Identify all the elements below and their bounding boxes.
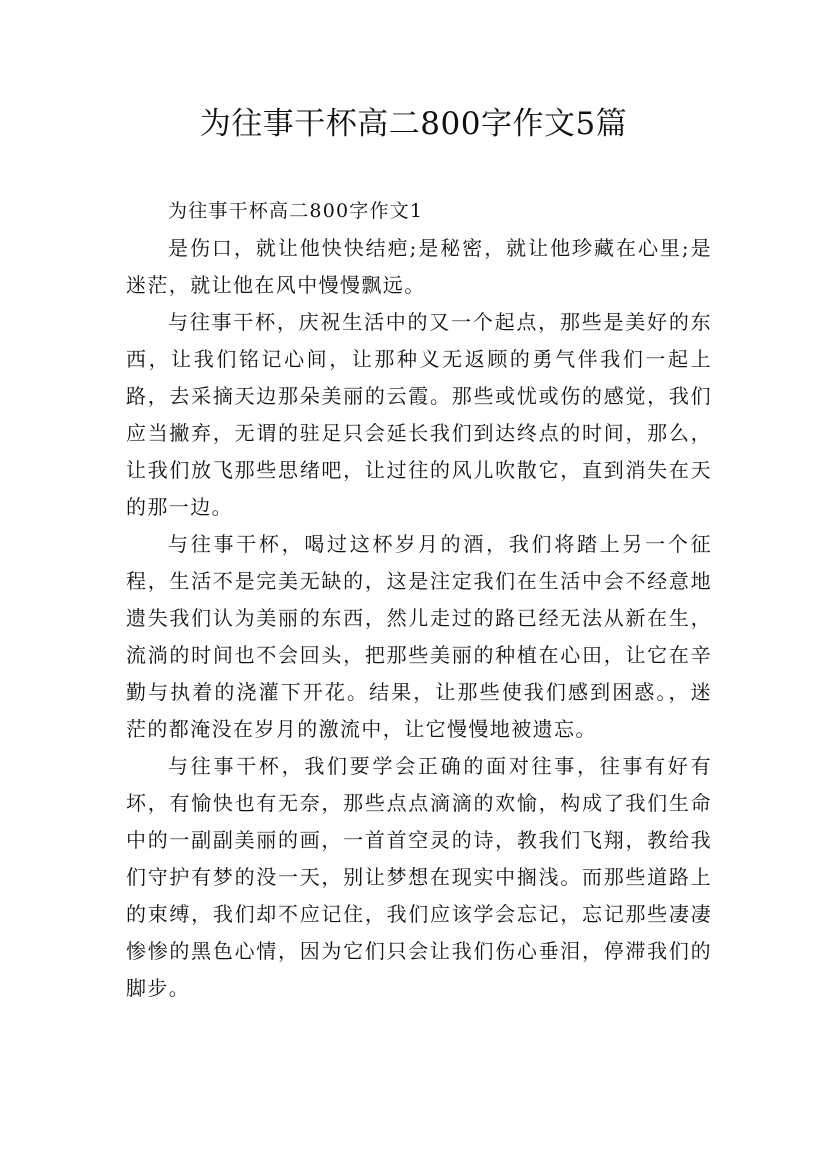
document-body bbox=[126, 193, 712, 1007]
paragraph-1: 是伤口，就让他快快结疤;是秘密，就让他珍藏在心里;是迷茫，就让他在风中慢慢飘远。 bbox=[126, 236, 712, 297]
paragraph-3: 与往事干杯，喝过这杯岁月的酒，我们将踏上另一个征程，生活不是完美无缺的，这是注定我们在生活中会不经意地遗失我们认为美丽的东西，然儿走过的路已经无法从新在生，流淌的时间也不会回头，把那些美丽的种植在心田，让它在辛勤与执着的浇灌下开花。结果，让那些使我们感到困惑。，迷茫的都淹没在岁月的激流中，让它慢慢地被遗忘。 bbox=[126, 532, 712, 741]
section-heading: 为往事干杯高二800字作文1 bbox=[168, 200, 424, 222]
paragraph-4: 与往事干杯，我们要学会正确的面对往事，往事有好有坏，有愉快也有无奈，那些点点滴滴的欢愉，构成了我们生命中的一副副美丽的画，一首首空灵的诗，教我们飞翔，教给我们守护有梦的没一天，别让梦想在现实中搁浅。而那些道路上的束缚，我们却不应记住，我们应该学会忘记，忘记那些凄凄惨惨的黑色心情，因为它们只会让我们伤心垂泪，停滞我们的脚步。 bbox=[126, 754, 712, 1000]
document-title: 为往事干杯高二800字作文5篇 bbox=[199, 106, 628, 142]
paragraph-2: 与往事干杯，庆祝生活中的又一个起点，那些是美好的东西，让我们铭记心间，让那种义无返顾的勇气伴我们一起上路，去采摘天边那朵美丽的云霞。那些或忧或伤的感觉，我们应当撇弃，无谓的驻足只会延长我们到达终点的时间，那么，让我们放飞那些思绪吧，让过往的风儿吹散它，直到消失在天的那一边。 bbox=[126, 310, 712, 519]
